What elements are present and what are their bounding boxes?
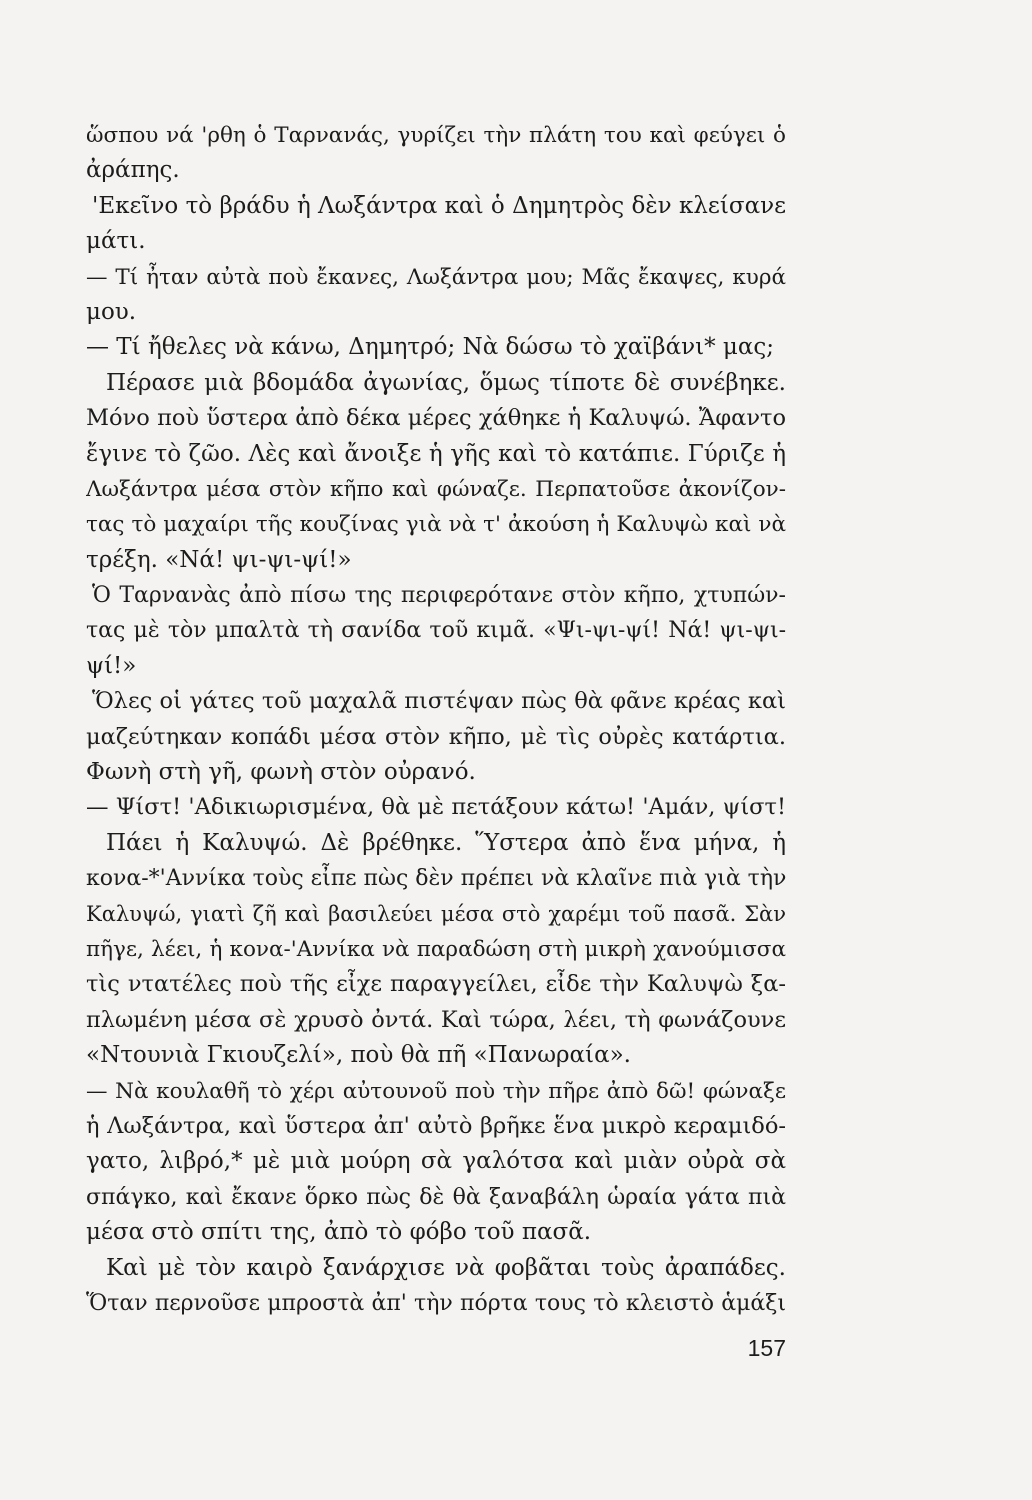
text-line: Μόνο ποὺ ὕστερα ἀπὸ δέκα μέρες χάθηκε ἡ Καλυψώ. Ἄφαντο: [86, 405, 786, 432]
text-line: γατο, λιβρό,* μὲ μιὰ μούρη σὰ γαλότσα καὶ μιὰν οὐρὰ σὰ: [86, 1148, 786, 1175]
text-line: Πέρασε μιὰ βδομάδα ἀγωνίας, ὅμως τίποτε δὲ συνέβηκε.: [106, 369, 786, 396]
text-line: Φωνὴ στὴ γῆ, φωνὴ στὸν οὐρανό.: [86, 759, 476, 786]
text-line: Ὁ Ταρνανὰς ἀπὸ πίσω της περιφερότανε στὸν κῆπο, χτυπών-: [92, 583, 786, 609]
text-line: ἡ Λωξάντρα, καὶ ὕστερα ἀπ' αὐτὸ βρῆκε ἕνα μικρὸ κεραμιδό-: [86, 1112, 786, 1139]
text-line: μέσα στὸ σπίτι της, ἀπὸ τὸ φόβο τοῦ πασᾶ.: [86, 1219, 592, 1246]
text-line: τας τὸ μαχαίρι τῆς κουζίνας γιὰ νὰ τ' ἀκούση ἡ Καλυψὼ καὶ νὰ: [86, 512, 786, 538]
text-line: 'Εκεῖνο τὸ βράδυ ἡ Λωξάντρα καὶ ὁ Δημητρὸς δὲν κλείσανε: [92, 192, 786, 219]
text-line: — Νὰ κουλαθῆ τὸ χέρι αὐτουνοῦ ποὺ τὴν πῆρε ἀπὸ δῶ! φώναξε: [86, 1078, 786, 1104]
text-line: τὶς ντατέλες ποὺ τῆς εἶχε παραγγείλει, εἶδε τὴν Καλυψὼ ξα-: [86, 971, 786, 998]
text-line: Πάει ἡ Καλυψώ. Δὲ βρέθηκε. Ὕστερα ἀπὸ ἕνα μήνα, ἡ: [106, 829, 786, 856]
text-line: — Ψίστ! 'Αδικιωρισμένα, θὰ μὲ πετάξουν κάτω! 'Αμάν, ψίστ!: [86, 794, 786, 821]
text-line: μου.: [86, 298, 137, 325]
text-line: σπάγκο, καὶ ἔκανε ὅρκο πὼς δὲ θὰ ξαναβάλη ὡραία γάτα πιὰ: [86, 1184, 786, 1210]
body-text: [86, 118, 786, 1321]
text-line: Λωξάντρα μέσα στὸν κῆπο καὶ φώναζε. Περπατοῦσε ἀκονίζον-: [86, 476, 786, 502]
text-line: μάτι.: [86, 228, 146, 255]
text-line: κονα-*'Αννίκα τοὺς εἶπε πὼς δὲν πρέπει νὰ κλαῖνε πιὰ γιὰ τὴν: [86, 866, 786, 892]
text-line: Καὶ μὲ τὸν καιρὸ ξανάρχισε νὰ φοβᾶται τοὺς ἀραπάδες.: [106, 1254, 786, 1281]
text-line: ἀράπης.: [86, 157, 180, 184]
text-line: ψί!»: [86, 652, 137, 679]
text-line: πῆγε, λέει, ἡ κονα-'Αννίκα νὰ παραδώση στὴ μικρὴ χανούμισσα: [86, 936, 786, 962]
text-line: ὥσπου νά 'ρθη ὁ Ταρνανάς, γυρίζει τὴν πλάτη του καὶ φεύγει ὁ: [86, 123, 786, 148]
text-line: Καλυψώ, γιατὶ ζῆ καὶ βασιλεύει μέσα στὸ χαρέμι τοῦ πασᾶ. Σὰν: [86, 901, 786, 926]
text-line: ἔγινε τὸ ζῶο. Λὲς καὶ ἄνοιξε ἡ γῆς καὶ τὸ κατάπιε. Γύριζε ἡ: [86, 440, 786, 467]
text-line: μαζεύτηκαν κοπάδι μέσα στὸν κῆπο, μὲ τὶς οὐρὲς κατάρτια.: [86, 723, 786, 750]
text-line: Ὅλες οἱ γάτες τοῦ μαχαλᾶ πιστέψαν πὼς θὰ φᾶνε κρέας καὶ: [92, 688, 786, 715]
text-line: — Τί ἤθελες νὰ κάνω, Δημητρό; Νὰ δώσω τὸ χαϊβάνι* μας;: [86, 334, 775, 361]
text-line: Ὅταν περνοῦσε μπροστὰ ἀπ' τὴν πόρτα τους τὸ κλειστὸ ἁμάξι: [86, 1290, 786, 1316]
text-line: — Τί ἦταν αὐτὰ ποὺ ἔκανες, Λωξάντρα μου; Μᾶς ἔκαψες, κυρά: [86, 264, 786, 290]
page-number: 157: [747, 1335, 786, 1361]
text-line: πλωμένη μέσα σὲ χρυσὸ ὀντά. Καὶ τώρα, λέει, τὴ φωνάζουνε: [86, 1006, 786, 1033]
text-line: τας μὲ τὸν μπαλτὰ τὴ σανίδα τοῦ κιμᾶ. «Ψι-ψι-ψί! Νά! ψι-ψι-: [86, 618, 786, 644]
text-line: «Ντουνιὰ Γκιουζελί», ποὺ θὰ πῆ «Πανωραία».: [86, 1042, 631, 1069]
text-line: τρέξη. «Νά! ψι-ψι-ψί!»: [86, 546, 352, 573]
